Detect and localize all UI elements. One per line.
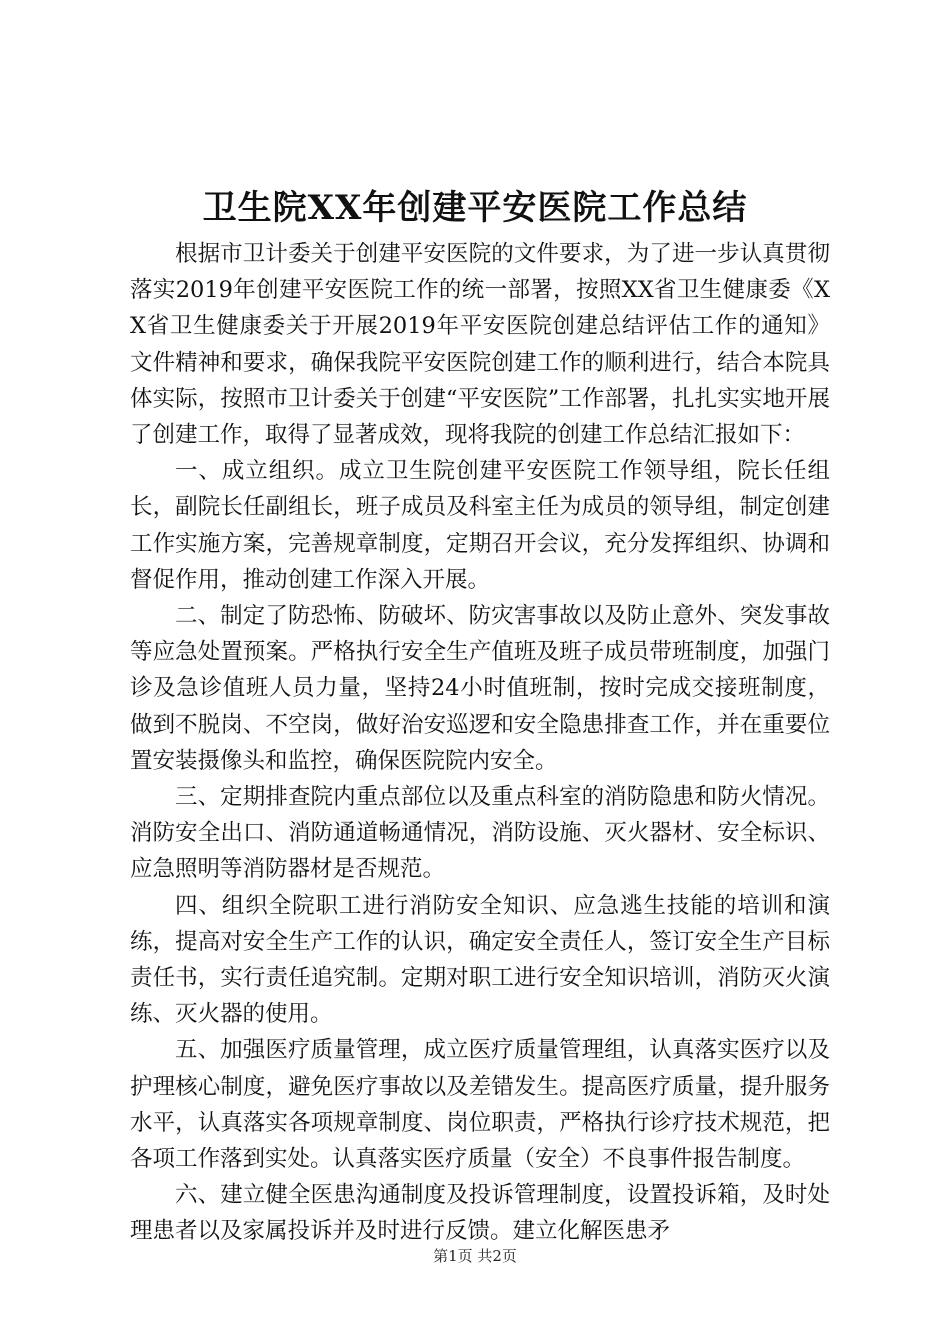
- paragraph-section-1: 一、成立组织。成立卫生院创建平安医院工作领导组，院长任组长，副院长任副组长，班子成员及科室主任为成员的领导组，制定创建工作实施方案，完善规章制度，定期召开会议，充分发挥组织、协调和督促作用，推动创建工作深入开展。: [130, 458, 830, 593]
- paragraph-section-3: 三、定期排查院内重点部位以及重点科室的消防隐患和防火情况。消防安全出口、消防通道畅通情况，消防设施、灭火器材、安全标识、应急照明等消防器材是否规范。: [130, 784, 830, 883]
- document-body: [130, 236, 830, 1250]
- paragraph-section-4: 四、组织全院职工进行消防安全知识、应急逃生技能的培训和演练，提高对安全生产工作的认识，确定安全责任人，签订安全生产目标责任书，实行责任追究制。定期对职工进行安全知识培训，消防灭火演练、灭火器的使用。: [130, 892, 830, 1028]
- paragraph-intro: 根据市卫计委关于创建平安医院的文件要求，为了进一步认真贯彻落实2019年创建平安医院工作的统一部署，按照XX省卫生健康委《XX省卫生健康委关于开展2019年平安医院创建总结评估工作的通知》文件精神和要求，确保我院平安医院创建工作的顺利进行，结合本院具体实际，按照市卫计委关于创建“平安医院”工作部署，扎扎实实地开展了创建工作，取得了显著成效，现将我院的创建工作总结汇报如下：: [130, 241, 830, 449]
- document-title: 卫生院XX年创建平安医院工作总结: [202, 188, 748, 228]
- paragraph-section-6: 六、建立健全医患沟通制度及投诉管理制度，设置投诉箱，及时处理患者以及家属投诉并及时进行反馈。建立化解医患矛: [130, 1182, 830, 1245]
- page-number-footer: 第1页 共2页: [433, 1247, 517, 1265]
- paragraph-section-5: 五、加强医疗质量管理，成立医疗质量管理组，认真落实医疗以及护理核心制度，避免医疗事故以及差错发生。提高医疗质量，提升服务水平，认真落实各项规章制度、岗位职责，严格执行诊疗技术规范，把各项工作落到实处。认真落实医疗质量（安全）不良事件报告制度。: [130, 1037, 830, 1173]
- paragraph-section-2: 二、制定了防恐怖、防破坏、防灾害事故以及防止意外、突发事故等应急处置预案。严格执行安全生产值班及班子成员带班制度，加强门诊及急诊值班人员力量，坚持24小时值班制，按时完成交接班制度，做到不脱岗、不空岗，做好治安巡逻和安全隐患排查工作，并在重要位置安装摄像头和监控，确保医院院内安全。: [130, 603, 830, 774]
